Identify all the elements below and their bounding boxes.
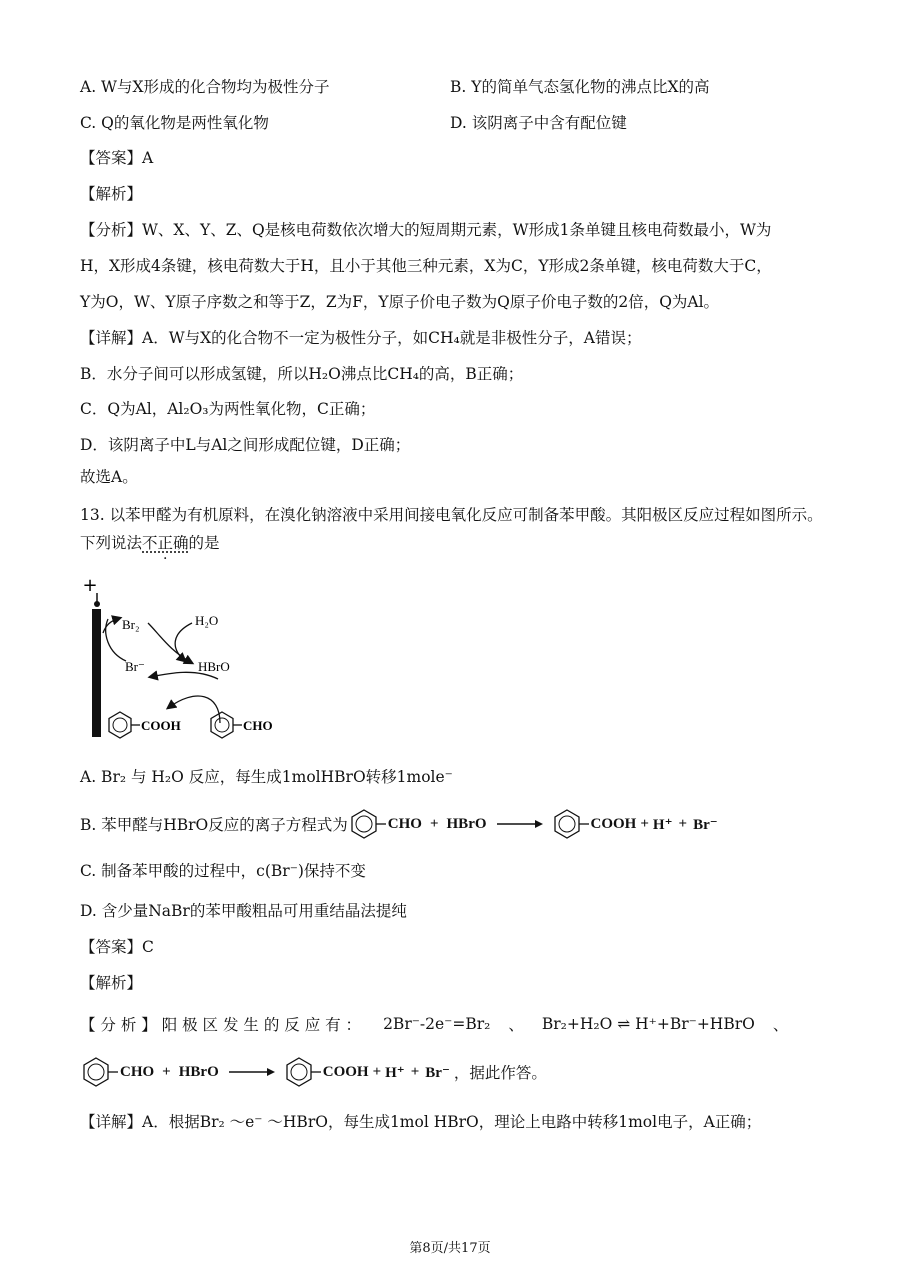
q12-analysis-label: 【解析】 bbox=[80, 185, 143, 203]
benzoic-acid-ring bbox=[109, 712, 140, 738]
q12-fenxi-line-1: 【分析】W、X、Y、Z、Q是核电荷数依次增大的短周期元素，W形成1条单键且核电荷数最小，W为 bbox=[80, 221, 772, 239]
q13-fenxi-separator-2: 、 bbox=[772, 1016, 789, 1034]
q12-detail-c: C．Q为Al，Al₂O₃为两性氧化物，C正确； bbox=[80, 400, 376, 418]
eq2-hplus: H⁺ bbox=[385, 1064, 405, 1081]
q13-fenxi-tail: ，据此作答。 bbox=[453, 1064, 547, 1082]
diagram-label-brminus: Br⁻ bbox=[125, 659, 145, 674]
diagram-label-cooh: COOH bbox=[141, 718, 181, 733]
q13-answer: 【答案】C bbox=[80, 938, 154, 956]
benzene-ring-icon bbox=[348, 808, 388, 840]
q13-option-c: C. 制备苯甲酸的过程中，c(Br⁻)保持不变 bbox=[80, 862, 366, 880]
diagram-label-cho: CHO bbox=[243, 718, 273, 733]
q12-detail-b: B．水分子间可以形成氢键，所以H₂O沸点比CH₄的高，B正确； bbox=[80, 365, 524, 383]
eq-cho: CHO bbox=[387, 815, 422, 832]
eq2-cooh: COOH bbox=[322, 1063, 369, 1080]
diagram-label-hbro: HBrO bbox=[198, 659, 230, 674]
anode-plus-sign: + bbox=[82, 575, 98, 596]
q12-answer: 【答案】A bbox=[80, 149, 154, 167]
page-footer: 第8页/共17页 bbox=[409, 1241, 491, 1256]
q12-option-b: B. Y的简单气态氢化物的沸点比X的高 bbox=[450, 78, 710, 96]
eq2-plus-2: + bbox=[372, 1063, 382, 1080]
anode-electrode bbox=[92, 609, 101, 737]
q12-detail-d: D．该阴离子中L与Al之间形成配位键，D正确； bbox=[80, 436, 411, 454]
q13-fenxi-label: 【 分 析 】 阳 极 区 发 生 的 反 应 有 ： bbox=[80, 1016, 362, 1034]
eq-hplus: H⁺ bbox=[652, 816, 673, 833]
q12-option-d: D. 该阴离子中含有配位键 bbox=[450, 114, 627, 132]
q13-analysis-label: 【解析】 bbox=[80, 974, 143, 992]
eq-plus-3: + bbox=[678, 815, 688, 832]
q13-stem-line-1: 13. 以苯甲醛为有机原料，在溴化钠溶液中采用间接电氧化反应可制备苯甲酸。其阳极区反应过程如图所示。 bbox=[80, 506, 823, 524]
eq2-plus-1: + bbox=[162, 1063, 171, 1080]
benzaldehyde-ring bbox=[211, 712, 242, 738]
eq-cooh: COOH bbox=[590, 815, 637, 832]
reaction-arrow-icon bbox=[225, 1066, 277, 1078]
diagram-label-h2o: H₂O bbox=[195, 613, 219, 628]
benzene-ring-icon bbox=[80, 1056, 120, 1088]
eq2-plus-3: + bbox=[410, 1063, 420, 1080]
benzene-ring-icon bbox=[283, 1056, 323, 1088]
q13-fenxi-eq1: 2Br⁻-2e⁻=Br₂ bbox=[383, 1015, 491, 1033]
eq-plus-1: + bbox=[429, 815, 439, 832]
q13-option-d: D. 含少量NaBr的苯甲酸粗品可用重结晶法提纯 bbox=[80, 902, 407, 920]
q13-fenxi-line bbox=[80, 1013, 788, 1035]
q12-option-c: C. Q的氧化物是两性氧化物 bbox=[80, 114, 269, 132]
q13-stem-part-c: 的是 bbox=[188, 534, 220, 552]
anode-reaction-diagram bbox=[80, 573, 320, 753]
eq-plus-2: + bbox=[640, 815, 649, 832]
q12-fenxi-line-3: Y为O，W、Y原子序数之和等于Z，Z为F，Y原子价电子数为Q原子价电子数的2倍，Q为Al。 bbox=[80, 293, 720, 311]
reaction-arrow-icon bbox=[493, 818, 545, 830]
q13-option-a: A. Br₂ 与 H₂O 反应，每生成1molHBrO转移1mole⁻ bbox=[80, 768, 453, 786]
q12-fenxi-line-2: H，X形成4条键，核电荷数大于H，且小于其他三种元素，X为C，Y形成2条单键，核电荷数大于C， bbox=[80, 257, 772, 275]
q13-stem-line-2 bbox=[80, 532, 220, 554]
q13-fenxi-separator: 、 bbox=[508, 1016, 524, 1034]
q12-conclusion: 故选A。 bbox=[80, 468, 138, 486]
q12-detail-a: 【详解】A．W与X的化合物不一定为极性分子，如CH₄就是非极性分子，A错误； bbox=[80, 329, 642, 347]
eq2-brminus: Br⁻ bbox=[425, 1064, 450, 1081]
eq-hbro: HBrO bbox=[446, 815, 487, 832]
eq2-cho: CHO bbox=[120, 1063, 155, 1080]
q12-option-a: A. W与X形成的化合物均为极性分子 bbox=[80, 78, 330, 96]
q13-stem-emphasis: 不正确 bbox=[142, 534, 189, 552]
q13-detail-a: 【详解】A．根据Br₂ ～e⁻ ～HBrO，每生成1mol HBrO，理论上电路中转移1mol电子，A正确； bbox=[80, 1113, 762, 1131]
diagram-label-br2: Br₂ bbox=[122, 617, 140, 632]
eq2-hbro: HBrO bbox=[178, 1063, 219, 1080]
q13-stem-part-a: 下列说法 bbox=[80, 534, 143, 552]
q13-fenxi-eq2: Br₂+H₂O ⇌ H⁺+Br⁻+HBrO bbox=[541, 1015, 755, 1033]
arrow-h2o-to-hbro bbox=[175, 623, 192, 661]
arrow-br2-to-hbro bbox=[148, 623, 192, 663]
q13-option-b-prefix: B. 苯甲醛与HBrO反应的离子方程式为 bbox=[80, 816, 348, 834]
benzene-ring-icon bbox=[551, 808, 591, 840]
eq-brminus: Br⁻ bbox=[693, 816, 718, 833]
q13-option-b bbox=[80, 808, 718, 840]
q13-fenxi-equation bbox=[80, 1056, 547, 1088]
